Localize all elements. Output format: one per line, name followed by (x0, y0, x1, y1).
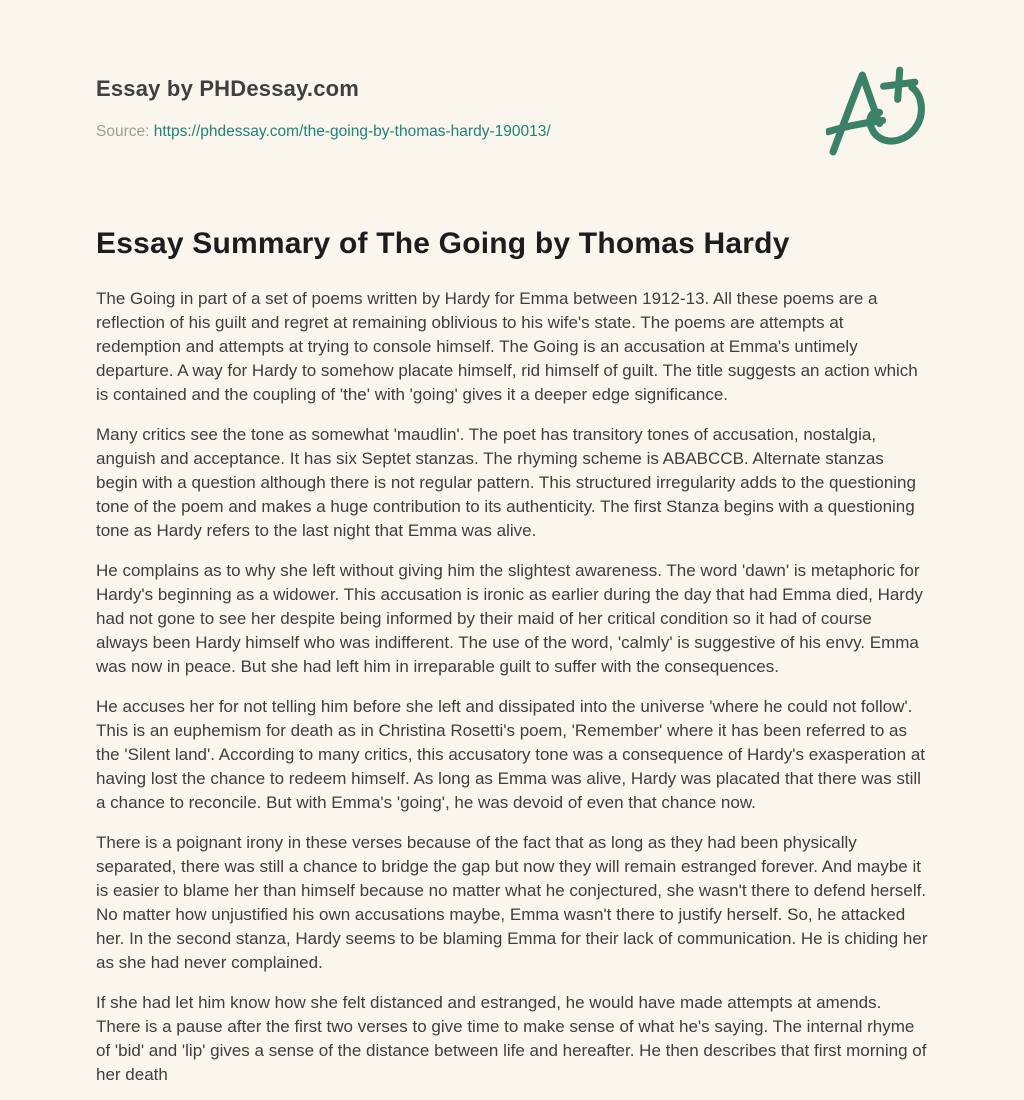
essay-title: Essay Summary of The Going by Thomas Hardy (96, 227, 790, 260)
byline-heading: Essay by PHDessay.com (96, 76, 360, 101)
essay-paragraph-1: The Going in part of a set of poems written by Hardy for Emma between 1912-13. All these poems are a reflection of his guilt and regret at remaining oblivious to his wife's state. The poems are attempts at redemption and attempts at trying to console himself. The Going is an accusation at Emma's untimely departure. A way for Hardy to somehow placate himself, rid himself of guilt. The title suggests an action which is contained and the coupling of 'the' with 'going' gives it a deeper edge significance. (96, 289, 918, 404)
essay-content (96, 224, 928, 1087)
source-url-link[interactable]: https://phdessay.com/the-going-by-thomas-hardy-190013/ (153, 123, 551, 140)
phdessay-logo (826, 66, 930, 156)
source-line (96, 122, 928, 142)
essay-paragraph-6: If she had let him know how she felt distanced and estranged, he would have made attempts at amends. There is a pause after the first two verses to give time to make sense of what he's saying. The internal rhyme of 'bid' and 'lip' gives a sense of the distance between life and hereafter. He then describes that first morning of her death (96, 993, 927, 1084)
essay-paragraph-2: Many critics see the tone as somewhat 'maudlin'. The poet has transitory tones of accusation, nostalgia, anguish and acceptance. It has six Septet stanzas. The rhyming scheme is ABABCCB. Alternate stanzas begin with a question although there is not regular pattern. This structured irregularity adds to the questioning tone of the poem and makes a huge contribution to its authenticity. The first Stanza begins with a questioning tone as Hardy refers to the last night that Emma was alive. (96, 425, 916, 540)
a-plus-logo-icon (826, 66, 930, 156)
essay-body (96, 287, 928, 1087)
essay-paragraph-4: He accuses her for not telling him before she left and dissipated into the universe 'where he could not follow'. This is an euphemism for death as in Christina Rosetti's poem, 'Remember' where it has been referred to as the 'Silent land'. According to many critics, this accusatory tone was a consequence of Hardy's exasperation at having lost the chance to redeem himself. As long as Emma was alive, Hardy was placated that there was still a chance to reconcile. But with Emma's 'going', he was devoid of even that chance now. (96, 697, 926, 812)
essay-paragraph-5: There is a poignant irony in these verses because of the fact that as long as they had been physically separated, there was still a chance to bridge the gap but now they will remain estranged forever. And maybe it is easier to blame her than himself because no matter what he conjectured, she wasn't there to defend herself. No matter how unjustified his own accusations maybe, Emma wasn't there to justify herself. So, he attacked her. In the second stanza, Hardy seems to be blaming Emma for their lack of communication. He is chiding her as she had never complained. (96, 833, 928, 972)
source-label: Source: (96, 123, 150, 140)
essay-paragraph-3: He complains as to why she left without giving him the slightest awareness. The word 'dawn' is metaphoric for Hardy's beginning as a widower. This accusation is ironic as earlier during the day that had Emma died, Hardy had not gone to see her despite being informed by their maid of her critical condition so it had of course always been Hardy himself who was indifferent. The use of the word, 'calmly' is suggestive of his envy. Emma was now in peace. But she had left him in irreparable guilt to suffer with the consequences. (96, 561, 923, 676)
page-header (96, 0, 928, 142)
